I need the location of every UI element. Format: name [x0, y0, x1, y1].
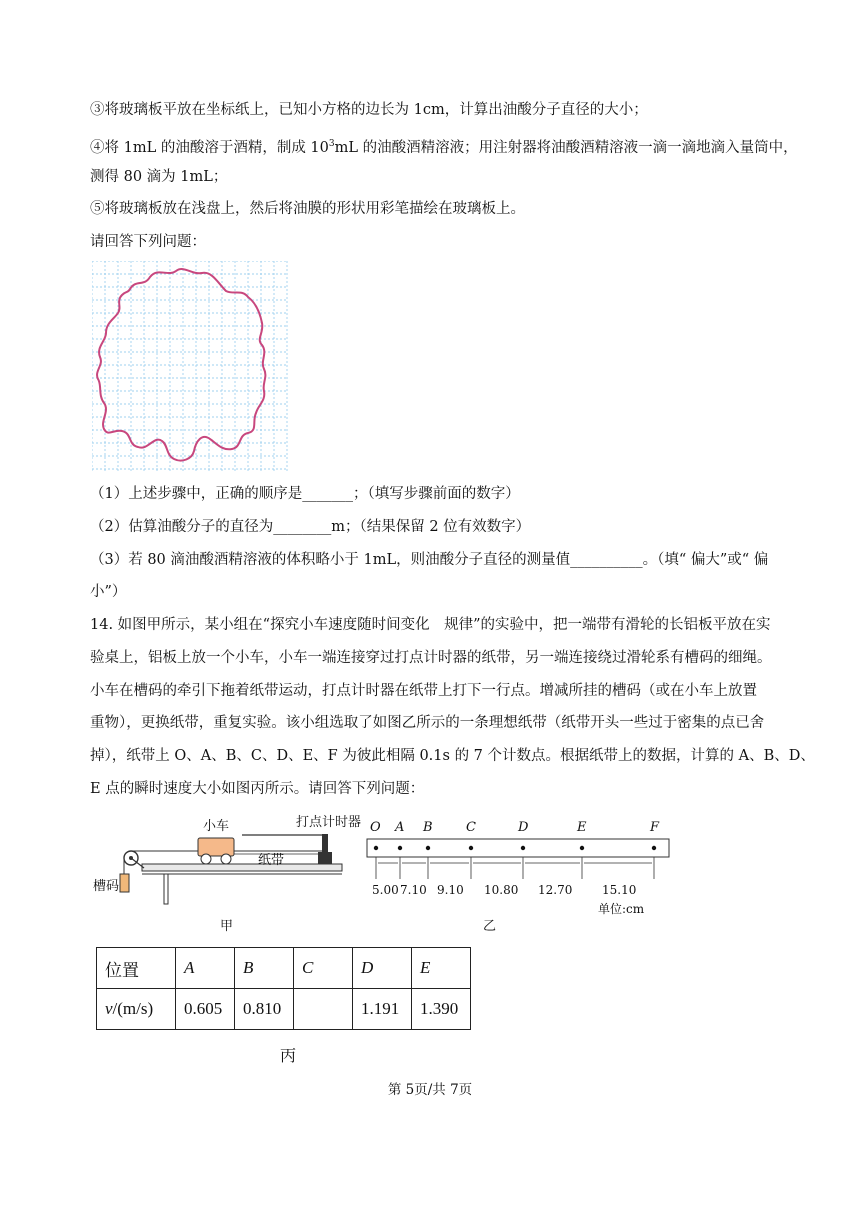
question-1: （1）上述步骤中，正确的顺序是_______；（填写步骤前面的数字）: [90, 486, 520, 502]
table-row: [97, 989, 471, 1030]
dot-B: [426, 846, 430, 850]
aluminum-board: [142, 864, 342, 871]
tape-ticks: [376, 857, 654, 879]
tape-label-O: O: [370, 820, 381, 835]
dot-F: [652, 846, 656, 850]
timer-base: [318, 852, 332, 864]
tape-seg-AB: 7.10: [400, 883, 427, 897]
velocity-unit: /(m/s): [112, 999, 154, 1018]
table-cell: [294, 989, 353, 1030]
question-3-line2: 小”）: [90, 584, 127, 600]
table-cell: 0.605: [176, 989, 235, 1030]
oil-film-figure: [92, 261, 288, 471]
question-3-line1: （3）若 80 滴油酸酒精溶液的体积略小于 1mL，则油酸分子直径的测量值__________。（填“ 偏大”或“ 偏: [90, 552, 769, 568]
timer-post: [322, 834, 328, 852]
tape-unit: 单位:cm: [598, 902, 645, 916]
grid-lines: [92, 261, 288, 471]
table-head-position: 位置: [97, 948, 176, 989]
table-cell: A: [176, 948, 235, 989]
caption-jia: 甲: [220, 919, 234, 934]
velocity-symbol: v: [105, 999, 113, 1018]
step-4-line2: 测得 80 滴为 1mL；: [90, 169, 228, 185]
problem-14-line5: 掉），纸带上 O、A、B、C、D、E、F 为彼此相隔 0.1s 的 7 个计数点。根据纸带上的数据，计算的 A、B、D、: [90, 748, 815, 764]
page-footer: 第 5页/共 7页: [387, 1082, 473, 1098]
dot-C: [469, 846, 473, 850]
dot-O: [374, 846, 378, 850]
cart-wheel-front: [201, 854, 211, 864]
prompt: 请回答下列问题：: [90, 234, 206, 250]
step-4-text-b: mL 的油酸酒精溶液；用注射器将油酸酒精溶液一滴一滴地滴入量筒中，: [334, 139, 798, 156]
dot-D: [521, 846, 525, 850]
table-leg: [164, 874, 168, 904]
label-car: 小车: [203, 819, 230, 834]
step-5: ⑤将玻璃板放在浅盘上，然后将油膜的形状用彩笔描绘在玻璃板上。: [90, 201, 525, 217]
cart-body: [198, 838, 234, 856]
label-weight: 槽码: [93, 879, 120, 894]
tape-seg-CD: 10.80: [484, 883, 519, 897]
table-cell: C: [294, 948, 353, 989]
step-3: ③将玻璃板平放在坐标纸上，已知小方格的边长为 1cm，计算出油酸分子直径的大小；: [90, 102, 648, 118]
tape-label-A: A: [395, 820, 405, 835]
tape-strip: [367, 839, 669, 857]
table-head-velocity: [97, 989, 176, 1030]
tape-seg-OA: 5.00: [372, 883, 399, 897]
step-4-text-a: ④将 1mL 的油酸溶于酒精，制成 10: [90, 139, 329, 156]
hanging-weight: [120, 874, 129, 892]
tape-label-F: F: [650, 820, 660, 835]
dot-E: [580, 846, 584, 850]
question-2: （2）估算油酸分子的直径为________m；（结果保留 2 位有效数字）: [90, 519, 531, 535]
table-cell: 1.191: [353, 989, 412, 1030]
table-cell: D: [353, 948, 412, 989]
tape-label-D: D: [518, 820, 529, 835]
step-4-sup: 3: [328, 139, 335, 149]
problem-14-line4: 重物），更换纸带，重复实验。该小组选取了如图乙所示的一条理想纸带（纸带开头一些过于密集的点已舍: [90, 715, 765, 731]
table-cell: 1.390: [412, 989, 471, 1030]
table-cell: E: [412, 948, 471, 989]
tape-seg-EF: 15.10: [602, 883, 637, 897]
caption-yi: 乙: [483, 919, 497, 934]
cart-wheel-back: [221, 854, 231, 864]
problem-14-line6: E 点的瞬时速度大小如图丙所示。请回答下列问题：: [90, 781, 425, 797]
table-cell: 0.810: [235, 989, 294, 1030]
tape-label-B: B: [423, 820, 433, 835]
tape-label-E: E: [577, 820, 587, 835]
dot-A: [398, 846, 402, 850]
caption-bing: 丙: [280, 1046, 297, 1065]
label-tape: 纸带: [258, 853, 285, 868]
table-cell: B: [235, 948, 294, 989]
tape-seg-BC: 9.10: [437, 883, 464, 897]
label-timer: 打点计时器: [296, 815, 362, 830]
velocity-table: [96, 947, 471, 1030]
tape-seg-DE: 12.70: [538, 883, 573, 897]
step-4-line1: [90, 134, 798, 158]
tape-label-C: C: [466, 820, 476, 835]
table-row: [97, 948, 471, 989]
problem-14-line1: 14. 如图甲所示，某小组在“探究小车速度随时间变化 规律”的实验中，把一端带有滑轮的长铝板平放在实: [90, 617, 771, 633]
problem-14-line2: 验桌上，铝板上放一个小车，小车一端连接穿过打点计时器的纸带，另一端连接绕过滑轮系有槽码的细绳。: [90, 650, 772, 666]
tape-figure: [366, 835, 676, 885]
problem-14-line3: 小车在槽码的牵引下拖着纸带运动，打点计时器在纸带上打下一行点。增减所挂的槽码（或在小车上放置: [90, 683, 757, 699]
